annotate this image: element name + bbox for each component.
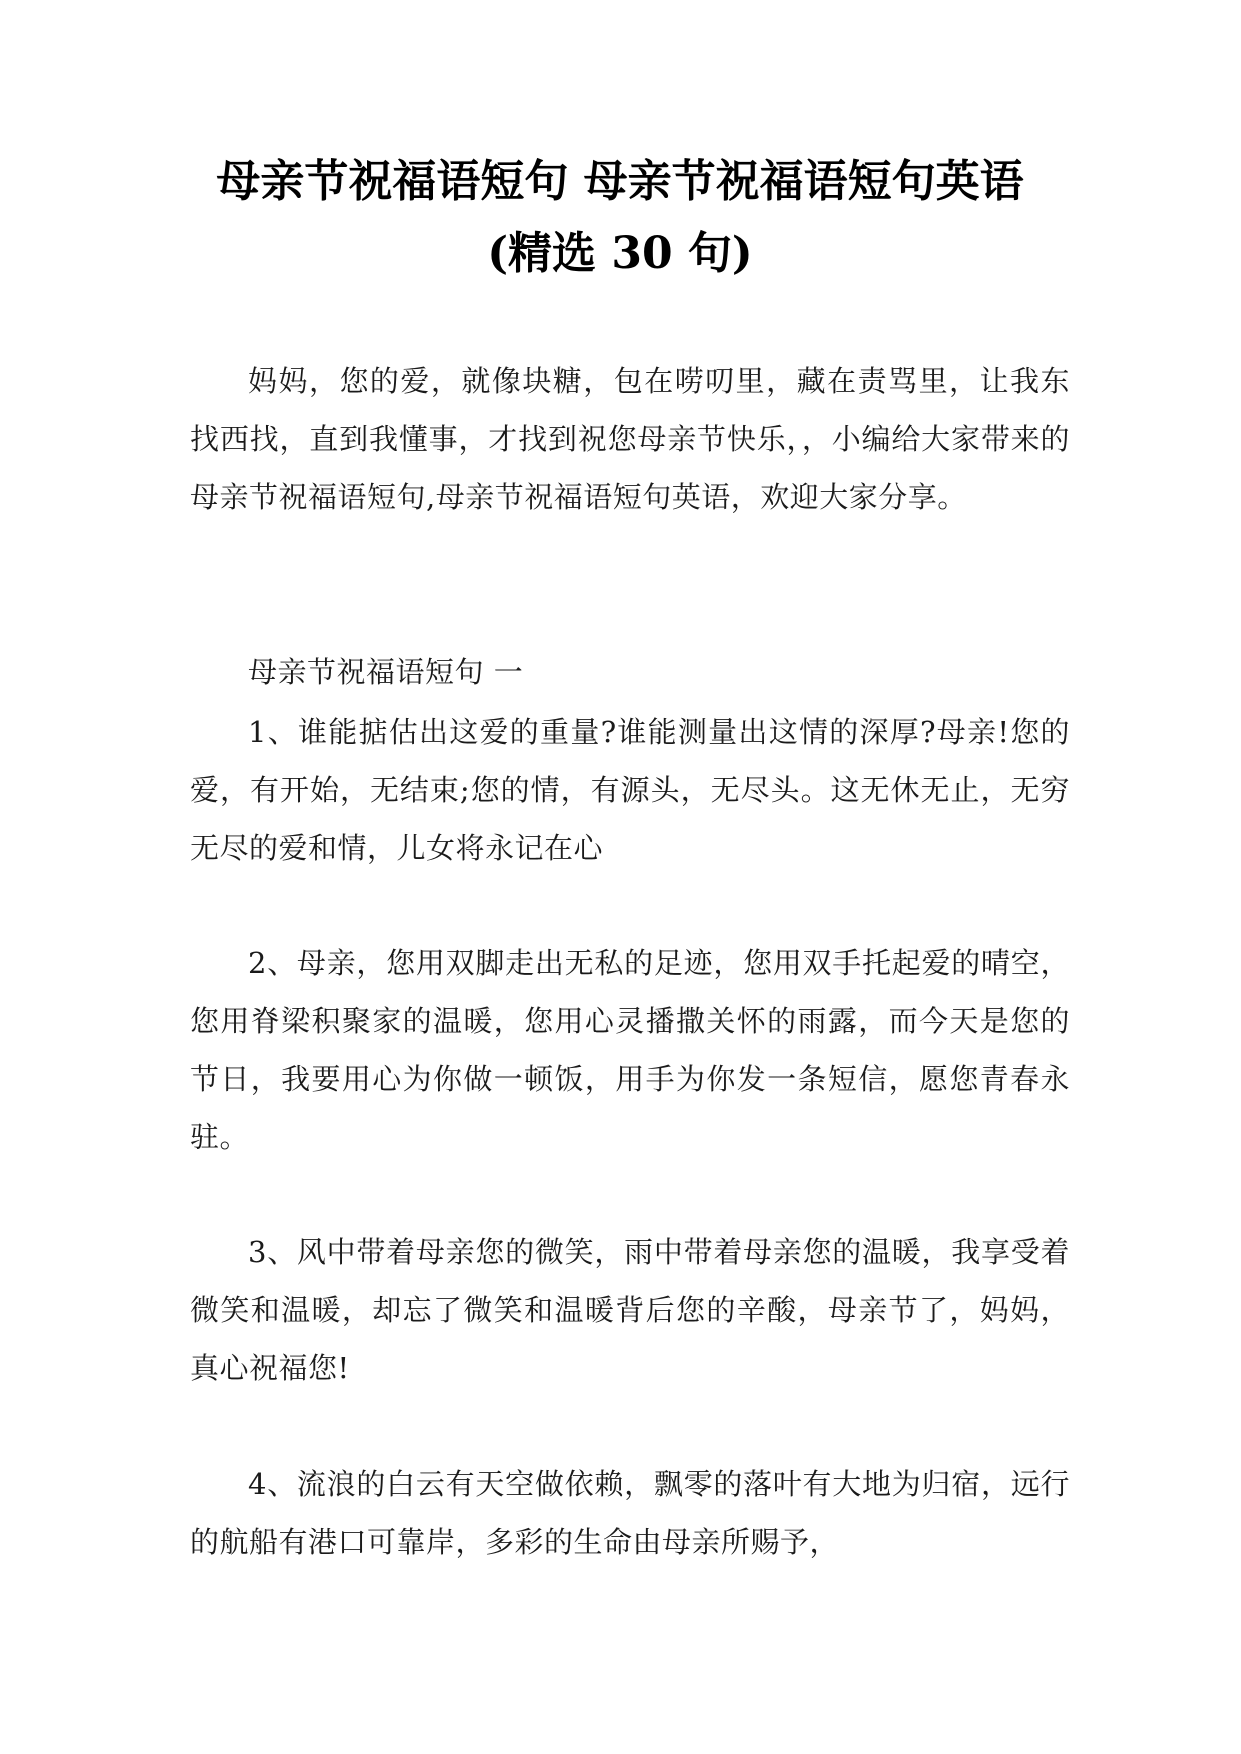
section-heading: 母亲节祝福语短句 一 — [248, 655, 524, 689]
list-item: 1、谁能掂估出这爱的重量?谁能测量出这情的深厚?母亲!您的爱，有开始，无结束;您的情，有源头，无尽头。这无休无止，无穷无尽的爱和情，儿女将永记在心 — [190, 715, 1070, 865]
list-item: 3、风中带着母亲您的微笑，雨中带着母亲您的温暖，我享受着微笑和温暖，却忘了微笑和温暖背后您的辛酸，母亲节了，妈妈，真心祝福您! — [190, 1235, 1070, 1385]
document-title-line-2: (精选 30 句) — [487, 228, 753, 279]
document-title-line-1: 母亲节祝福语短句 母亲节祝福语短句英语 — [216, 156, 1024, 207]
list-item: 2、母亲，您用双脚走出无私的足迹，您用双手托起爱的晴空，您用脊梁积聚家的温暖，您用心灵播撒关怀的雨露，而今天是您的节日，我要用心为你做一顿饭，用手为你发一条短信，愿您青春永驻。 — [190, 946, 1070, 1154]
intro-paragraph: 妈妈，您的爱，就像块糖，包在唠叨里，藏在责骂里，让我东找西找，直到我懂事，才找到祝您母亲节快乐，，小编给大家带来的母亲节祝福语短句,母亲节祝福语短句英语，欢迎大家分享。 — [190, 364, 1070, 514]
list-item: 4、流浪的白云有天空做依赖，飘零的落叶有大地为归宿，远行的航船有港口可靠岸，多彩的生命由母亲所赐予， — [190, 1467, 1070, 1559]
